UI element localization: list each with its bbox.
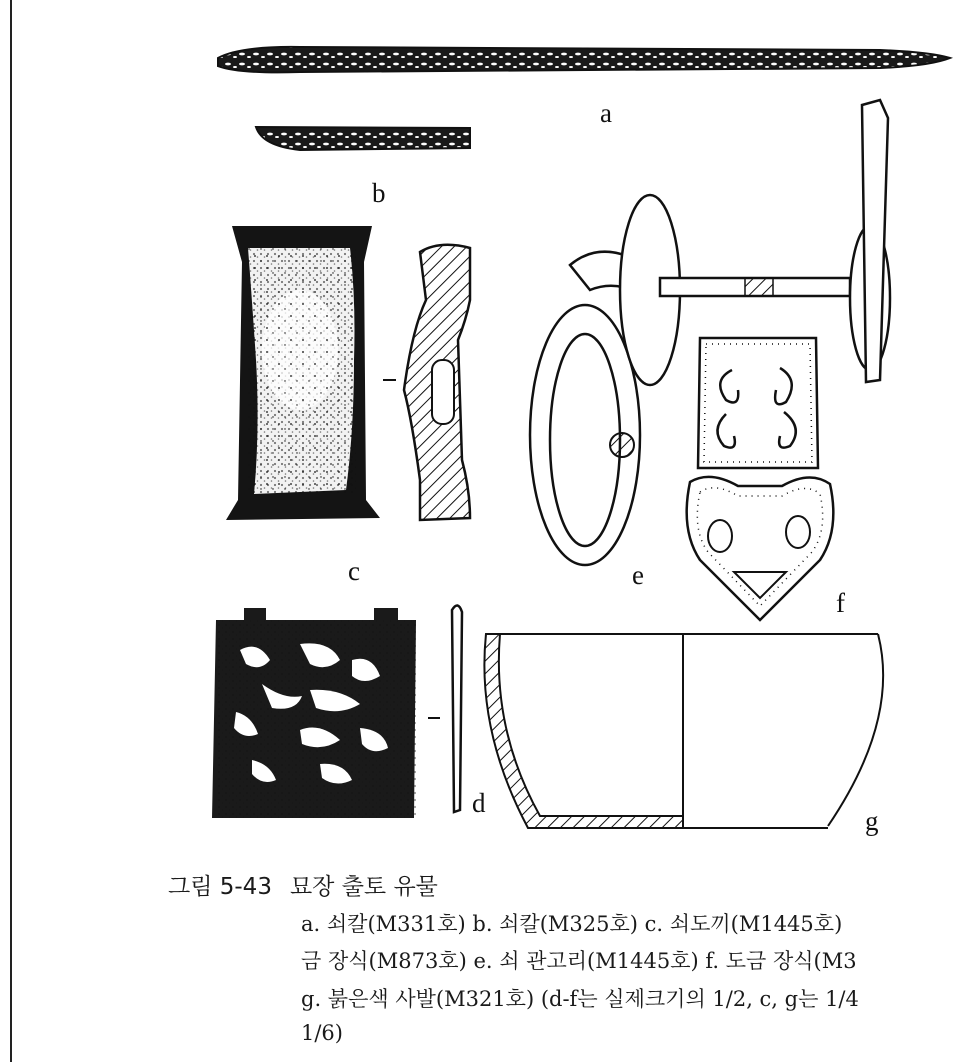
artifact-d-openwork-plate: [212, 605, 462, 818]
label-g: g: [865, 806, 879, 836]
artifact-g-red-bowl: [484, 634, 883, 828]
artifact-b-iron-knife: [256, 127, 470, 150]
label-e: e: [632, 560, 644, 590]
label-d: d: [472, 788, 486, 818]
caption-line-1: a. 쇠칼(M331호) b. 쇠칼(M325호) c. 쇠도끼(M1445호): [301, 912, 843, 936]
label-b: b: [372, 178, 386, 208]
artifact-c-axe-section: [404, 245, 470, 520]
artifact-f-gilt-ornament: [687, 338, 834, 620]
caption-heading: [168, 868, 438, 901]
artifact-a-iron-knife: [218, 47, 950, 72]
caption-line-3: g. 붉은색 사발(M321호) (d-f는 실제크기의 1/2, c, g는 1/4: [301, 987, 859, 1011]
label-c: c: [348, 556, 360, 586]
label-a: a: [600, 98, 612, 128]
caption-line-2: 금 장식(M873호) e. 쇠 관고리(M1445호) f. 도금 장식(M3: [301, 949, 857, 973]
caption-title-text: 묘장 출토 유물: [289, 874, 438, 900]
artifact-c-iron-axe: [226, 226, 396, 520]
label-f: f: [836, 588, 845, 618]
caption-line-4: 1/6): [301, 1021, 343, 1045]
caption-number: 그림 5-43: [168, 874, 272, 900]
